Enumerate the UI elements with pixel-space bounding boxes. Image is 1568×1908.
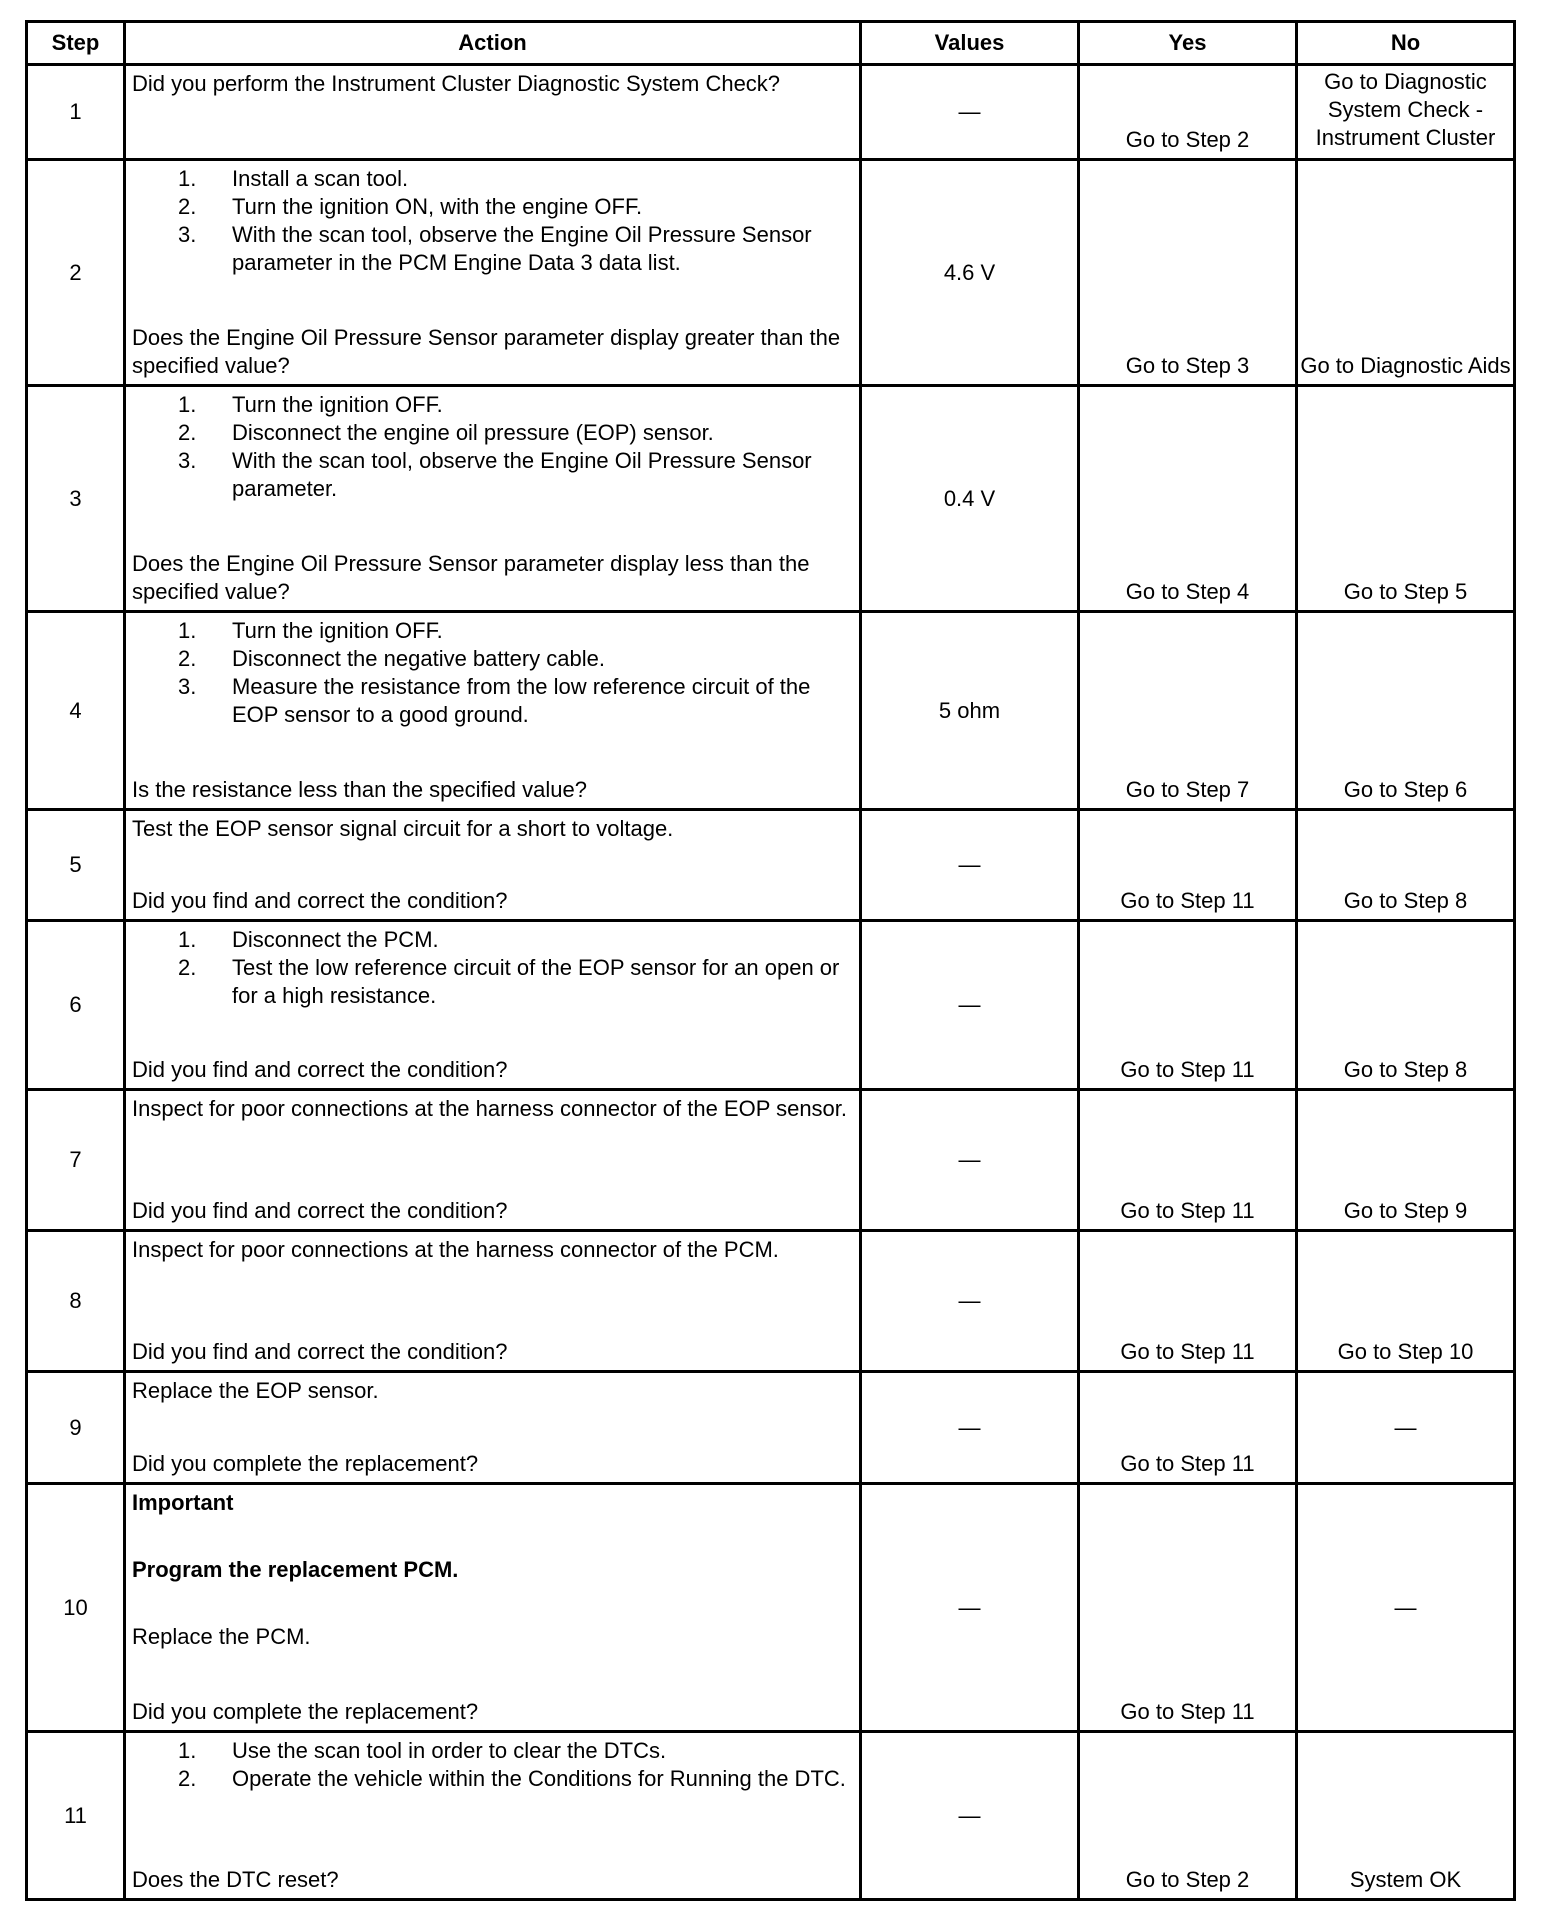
no-cell: — xyxy=(1297,1372,1515,1484)
action-text: Did you perform the Instrument Cluster Diagnostic System Check? xyxy=(132,71,781,96)
header-action: Action xyxy=(125,22,861,65)
list-item: 1. Turn the ignition OFF. xyxy=(178,618,443,643)
step-number: 7 xyxy=(27,1090,125,1231)
table-row xyxy=(27,921,1515,1090)
action-text: Inspect for poor connections at the harness connector of the PCM. xyxy=(132,1237,779,1262)
no-cell: Go to Step 10 xyxy=(1297,1231,1515,1372)
question-text: Does the DTC reset? xyxy=(132,1867,339,1892)
table-row xyxy=(27,386,1515,612)
list-item: 1. Use the scan tool in order to clear the DTCs. xyxy=(178,1738,667,1763)
diagnostic-table xyxy=(25,20,1516,1901)
list-item: 2. Turn the ignition ON, with the engine OFF. xyxy=(178,194,643,219)
yes-cell: Go to Step 2 xyxy=(1079,1732,1297,1900)
important-body: Program the replacement PCM. xyxy=(132,1557,459,1582)
yes-cell: Go to Step 11 xyxy=(1079,1231,1297,1372)
header-values: Values xyxy=(861,22,1079,65)
question-text: Does the Engine Oil Pressure Sensor parameter display less than the specified value? xyxy=(132,551,810,604)
action-cell xyxy=(125,612,861,810)
header-row xyxy=(27,22,1515,65)
yes-cell: Go to Step 4 xyxy=(1079,386,1297,612)
important-title: Important xyxy=(132,1490,234,1515)
value-cell: — xyxy=(861,1732,1079,1900)
no-cell: Go to Step 8 xyxy=(1297,921,1515,1090)
no-cell: Go to Diagnostic Aids xyxy=(1297,160,1515,386)
table-row xyxy=(27,160,1515,386)
action-text: Replace the PCM. xyxy=(132,1624,311,1649)
yes-cell: Go to Step 11 xyxy=(1079,1372,1297,1484)
yes-cell: Go to Step 2 xyxy=(1079,65,1297,160)
value-cell: 5 ohm xyxy=(861,612,1079,810)
no-cell: System OK xyxy=(1297,1732,1515,1900)
value-cell: — xyxy=(861,1090,1079,1231)
header-no: No xyxy=(1297,22,1515,65)
action-text: Test the EOP sensor signal circuit for a short to voltage. xyxy=(132,816,674,841)
step-number: 1 xyxy=(27,65,125,160)
step-list xyxy=(132,165,853,277)
action-cell xyxy=(125,921,861,1090)
no-cell: Go to Step 8 xyxy=(1297,810,1515,921)
step-number: 8 xyxy=(27,1231,125,1372)
list-item: 2. Disconnect the engine oil pressure (EOP) sensor. xyxy=(178,420,714,445)
table-row xyxy=(27,1484,1515,1732)
table-row xyxy=(27,65,1515,160)
list-item: 2. Disconnect the negative battery cable. xyxy=(178,646,606,671)
list-item: 3. With the scan tool, observe the Engine Oil Pressure Sensor parameter. xyxy=(178,448,812,501)
no-cell: Go to Step 5 xyxy=(1297,386,1515,612)
step-number: 6 xyxy=(27,921,125,1090)
list-item: 2. Operate the vehicle within the Conditions for Running the DTC. xyxy=(178,1766,846,1791)
value-cell: — xyxy=(861,65,1079,160)
value-cell: 4.6 V xyxy=(861,160,1079,386)
question-text: Did you complete the replacement? xyxy=(132,1451,479,1476)
step-number: 4 xyxy=(27,612,125,810)
table-row xyxy=(27,1231,1515,1372)
no-cell: Go to Diagnostic System Check - Instrument Cluster xyxy=(1297,65,1515,160)
question-text: Did you find and correct the condition? xyxy=(132,1339,508,1364)
yes-cell: Go to Step 3 xyxy=(1079,160,1297,386)
action-text: Inspect for poor connections at the harness connector of the EOP sensor. xyxy=(132,1096,848,1121)
action-cell xyxy=(125,160,861,386)
step-number: 9 xyxy=(27,1372,125,1484)
question-text: Did you find and correct the condition? xyxy=(132,1057,508,1082)
action-cell xyxy=(125,810,861,921)
no-cell: Go to Step 9 xyxy=(1297,1090,1515,1231)
action-cell xyxy=(125,386,861,612)
action-cell xyxy=(125,1484,861,1732)
value-cell: — xyxy=(861,921,1079,1090)
step-number: 2 xyxy=(27,160,125,386)
action-cell xyxy=(125,1090,861,1231)
step-number: 10 xyxy=(27,1484,125,1732)
list-item: 1. Disconnect the PCM. xyxy=(178,927,439,952)
list-item: 3. Measure the resistance from the low reference circuit of the EOP sensor to a good ground. xyxy=(178,674,811,727)
table-row xyxy=(27,810,1515,921)
table-row xyxy=(27,1090,1515,1231)
value-cell: 0.4 V xyxy=(861,386,1079,612)
step-number: 5 xyxy=(27,810,125,921)
yes-cell: Go to Step 11 xyxy=(1079,1090,1297,1231)
step-list xyxy=(132,617,853,729)
table-row xyxy=(27,1732,1515,1900)
header-step: Step xyxy=(27,22,125,65)
question-text: Did you find and correct the condition? xyxy=(132,888,508,913)
action-cell xyxy=(125,1231,861,1372)
question-text: Is the resistance less than the specified value? xyxy=(132,777,587,802)
value-cell: — xyxy=(861,1231,1079,1372)
action-cell xyxy=(125,65,861,160)
list-item: 2. Test the low reference circuit of the EOP sensor for an open or for a high resistance. xyxy=(178,955,840,1008)
no-cell: — xyxy=(1297,1484,1515,1732)
step-list xyxy=(132,926,853,1010)
question-text: Does the Engine Oil Pressure Sensor parameter display greater than the specified value? xyxy=(132,325,841,378)
value-cell: — xyxy=(861,1484,1079,1732)
header-yes: Yes xyxy=(1079,22,1297,65)
step-list xyxy=(132,391,853,503)
table-row xyxy=(27,612,1515,810)
table-row xyxy=(27,1372,1515,1484)
question-text: Did you find and correct the condition? xyxy=(132,1198,508,1223)
step-list xyxy=(132,1737,853,1793)
list-item: 1. Turn the ignition OFF. xyxy=(178,392,443,417)
step-number: 3 xyxy=(27,386,125,612)
list-item: 3. With the scan tool, observe the Engine Oil Pressure Sensor parameter in the PCM Engine Data 3 data list. xyxy=(178,222,812,275)
question-text: Did you complete the replacement? xyxy=(132,1699,479,1724)
list-item: 1. Install a scan tool. xyxy=(178,166,409,191)
value-cell: — xyxy=(861,1372,1079,1484)
yes-cell: Go to Step 11 xyxy=(1079,1484,1297,1732)
value-cell: — xyxy=(861,810,1079,921)
step-number: 11 xyxy=(27,1732,125,1900)
no-cell: Go to Step 6 xyxy=(1297,612,1515,810)
yes-cell: Go to Step 7 xyxy=(1079,612,1297,810)
yes-cell: Go to Step 11 xyxy=(1079,921,1297,1090)
action-cell xyxy=(125,1372,861,1484)
action-text: Replace the EOP sensor. xyxy=(132,1378,379,1403)
yes-cell: Go to Step 11 xyxy=(1079,810,1297,921)
action-cell xyxy=(125,1732,861,1900)
